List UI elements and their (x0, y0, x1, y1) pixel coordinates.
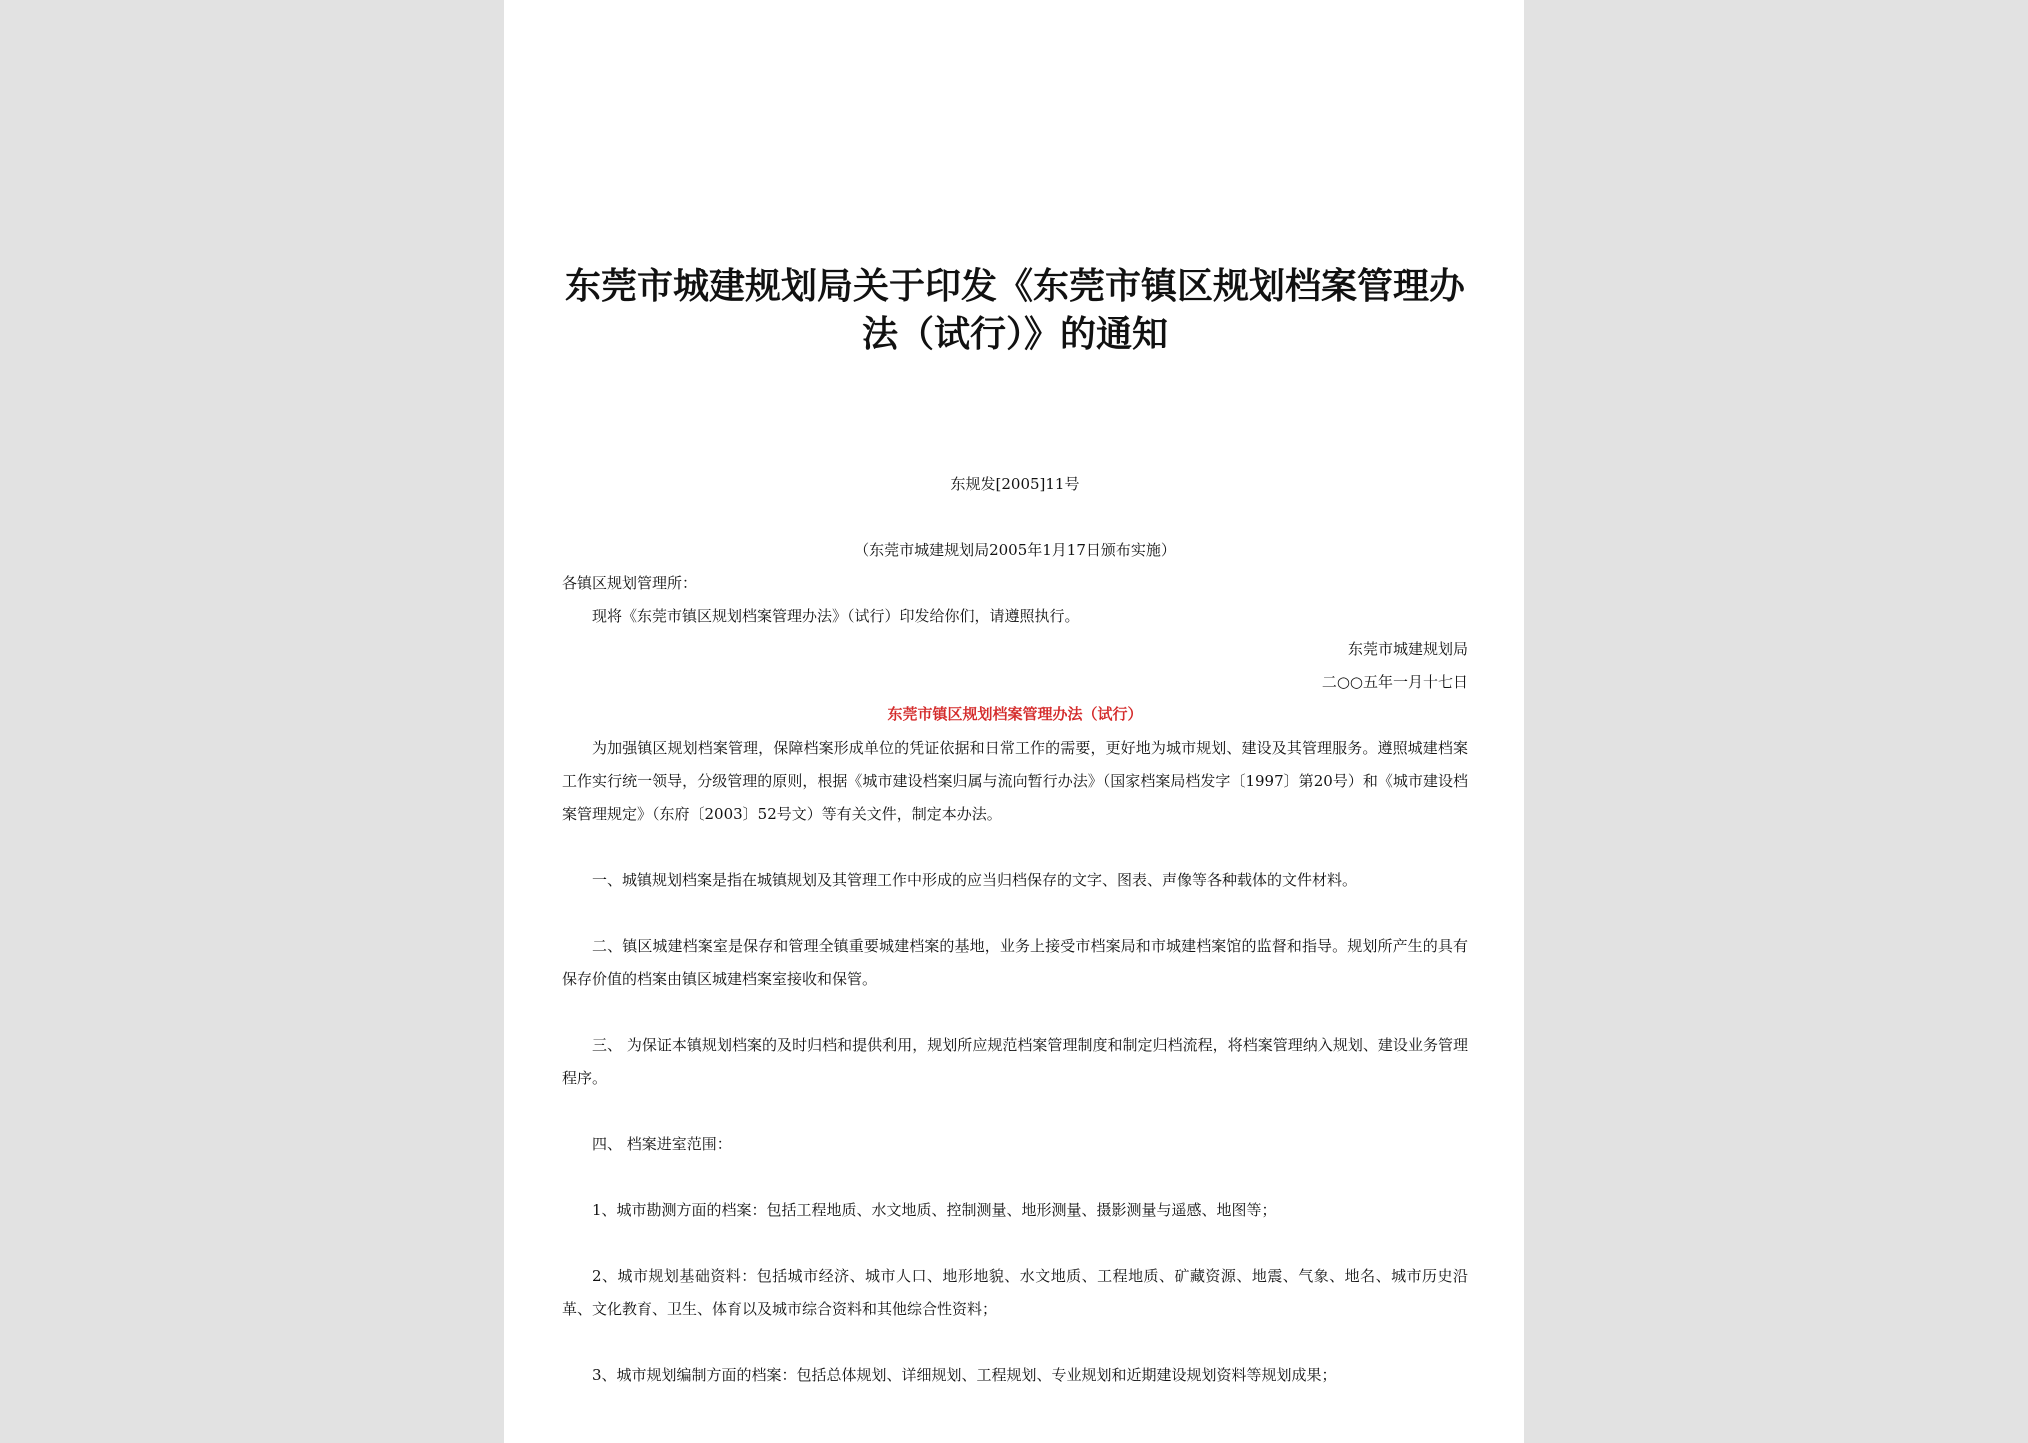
issue-date: 二○○五年一月十七日 (1321, 673, 1468, 691)
paragraph-article-1: 一、城镇规划档案是指在城镇规划及其管理工作中形成的应当归档保存的文字、图表、声像等各种载体的文件材料。 (592, 871, 1358, 889)
paragraph-item-3: 3、城市规划编制方面的档案：包括总体规划、详细规划、工程规划、专业规划和近期建设规划资料等规划成果； (592, 1366, 1337, 1384)
paragraph-item-1: 1、城市勘测方面的档案：包括工程地质、水文地质、控制测量、地形测量、摄影测量与遥感、地图等； (592, 1201, 1277, 1219)
document-number: 东规发[2005]11号 (950, 475, 1080, 493)
document-page (504, 0, 1524, 1443)
addressee: 各镇区规划管理所： (562, 574, 698, 592)
paragraph-article-4: 四、 档案进室范围： (592, 1135, 732, 1153)
intro-line: 现将《东莞市镇区规划档案管理办法》（试行）印发给你们，请遵照执行。 (592, 607, 1080, 625)
regulation-title: 东莞市镇区规划档案管理办法（试行） (887, 705, 1143, 723)
paragraph-article-2: 二、镇区城建档案室是保存和管理全镇重要城建档案的基地，业务上接受市档案局和市城建档案馆的监督和指导。规划所产生的具有保存价值的档案由镇区城建档案室接收和保管。 (562, 937, 1468, 988)
document-title: 东莞市城建规划局关于印发《东莞市镇区规划档案管理办法（试行）》的通知 (564, 265, 1465, 355)
paragraph-preamble: 为加强镇区规划档案管理，保障档案形成单位的凭证依据和日常工作的需要，更好地为城市规划、建设及其管理服务。遵照城建档案工作实行统一领导，分级管理的原则，根据《城市建设档案归属与流向暂行办法》（国家档案局档发字〔1997〕第20号）和《城市建设档案管理规定》（东府〔2003〕52号文）等有关文件，制定本办法。 (562, 739, 1468, 823)
paragraph-item-2: 2、城市规划基础资料：包括城市经济、城市人口、地形地貌、水文地质、工程地质、矿藏资源、地震、气象、地名、城市历史沿革、文化教育、卫生、体育以及城市综合资料和其他综合性资料； (562, 1267, 1468, 1318)
issued-note: （东莞市城建规划局2005年1月17日颁布实施） (854, 541, 1176, 559)
paragraph-article-3: 三、 为保证本镇规划档案的及时归档和提供利用，规划所应规范档案管理制度和制定归档流程，将档案管理纳入规划、建设业务管理程序。 (562, 1036, 1468, 1087)
signer: 东莞市城建规划局 (1347, 640, 1468, 658)
